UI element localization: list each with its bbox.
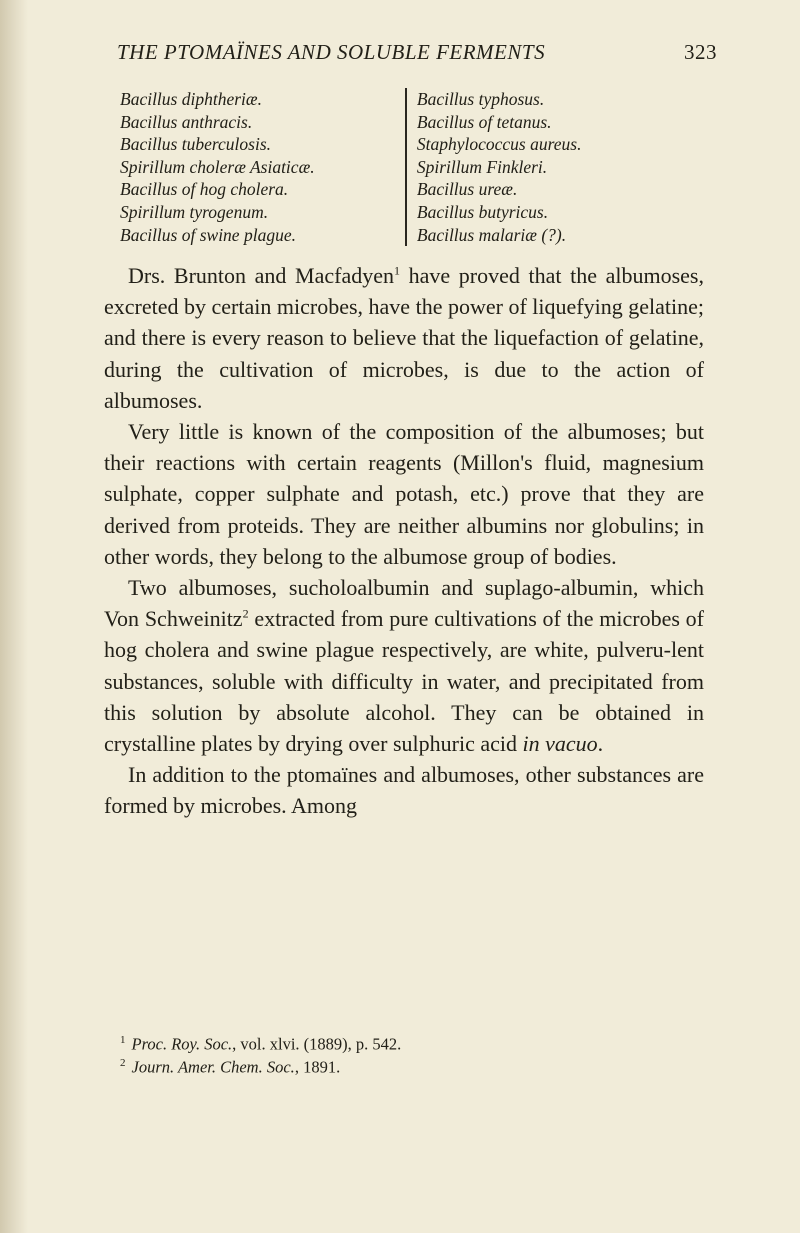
footnote-1 xyxy=(120,1031,680,1054)
footnote-journal: Proc. Roy. Soc. xyxy=(131,1034,233,1054)
list-item: Bacillus typhosus. xyxy=(416,89,545,109)
page-binding-shadow xyxy=(0,0,28,1233)
paragraph-schweinitz xyxy=(104,572,704,759)
paragraph-text: extracted from pure cultivations of the microbes of hog cholera and swine plague respectively, are white, pulveru-lent substances, soluble with difficulty in water, and precipitated from this solution by absolute alcohol. They can be obtained in crystalline plates by drying over sulphuric acid xyxy=(104,606,704,757)
bacilli-list-right-column xyxy=(405,88,680,246)
list-item: Spirillum choleræ Asiaticæ. xyxy=(120,156,315,177)
paragraph-text: have proved that the albumoses, excreted by certain microbes, have the power of liquefying gelatine; and there is every reason to believe that the liquefaction of gelatine, during the cultivation of microbes, is due to the action of albumoses. xyxy=(104,263,704,413)
body-text xyxy=(104,260,704,822)
list-item: Bacillus diphtheriæ. xyxy=(120,89,262,109)
footnote-ref-2: 2 xyxy=(242,606,249,621)
paragraph-text: . xyxy=(597,731,604,757)
list-item: Spirillum tyrogenum. xyxy=(120,201,269,222)
paragraph-other-substances: In addition to the ptomaïnes and albumoses, other substances are formed by microbes. Among xyxy=(104,762,704,819)
running-title: THE PTOMAÏNES AND SOLUBLE FERMENTS xyxy=(117,40,546,64)
italic-phrase: in vacuo xyxy=(522,731,598,757)
footnote-2 xyxy=(120,1054,680,1077)
footnote-mark: 1 xyxy=(120,1034,126,1046)
running-header xyxy=(117,40,717,65)
footnotes xyxy=(120,1031,680,1076)
footnote-citation: , 1891. xyxy=(294,1057,341,1076)
paragraph-text: Drs. Brunton and Macfadyen xyxy=(128,263,394,288)
list-item: Bacillus ureæ. xyxy=(416,179,518,200)
list-item: Bacillus tuberculosis. xyxy=(120,134,272,155)
list-item: Bacillus butyricus. xyxy=(416,201,549,222)
list-item: Bacillus anthracis. xyxy=(120,111,253,132)
list-item: Bacillus of hog cholera. xyxy=(120,179,289,200)
footnote-mark: 2 xyxy=(120,1056,126,1069)
bacilli-list-left-column xyxy=(120,88,405,246)
footnote-citation: , vol. xlvi. (1889), p. 542. xyxy=(232,1034,402,1054)
list-item: Spirillum Finkleri. xyxy=(416,156,548,177)
page-number: 323 xyxy=(684,40,717,64)
footnote-ref-1: 1 xyxy=(393,263,400,278)
paragraph-composition: Very little is known of the composition of the albumoses; but their reactions with certain reagents (Millon's fluid, magnesium sulphate, copper sulphate and potash, etc.) prove that they are derived from proteids. They are neither albumins nor globulins; in other words, they belong to the albumose group of bodies. xyxy=(104,419,704,569)
list-item: Bacillus of tetanus. xyxy=(416,111,552,132)
list-item: Staphylococcus aureus. xyxy=(416,134,582,155)
paragraph-text: Two albumoses, sucholoalbumin and suplago-albumin, which Von Schweinitz xyxy=(104,575,704,632)
list-item: Bacillus malariæ (?). xyxy=(416,224,567,245)
bacilli-list xyxy=(120,88,680,246)
list-item: Bacillus of swine plague. xyxy=(120,224,296,245)
footnote-journal: Journ. Amer. Chem. Soc. xyxy=(131,1057,295,1076)
paragraph-brunton xyxy=(104,260,704,416)
